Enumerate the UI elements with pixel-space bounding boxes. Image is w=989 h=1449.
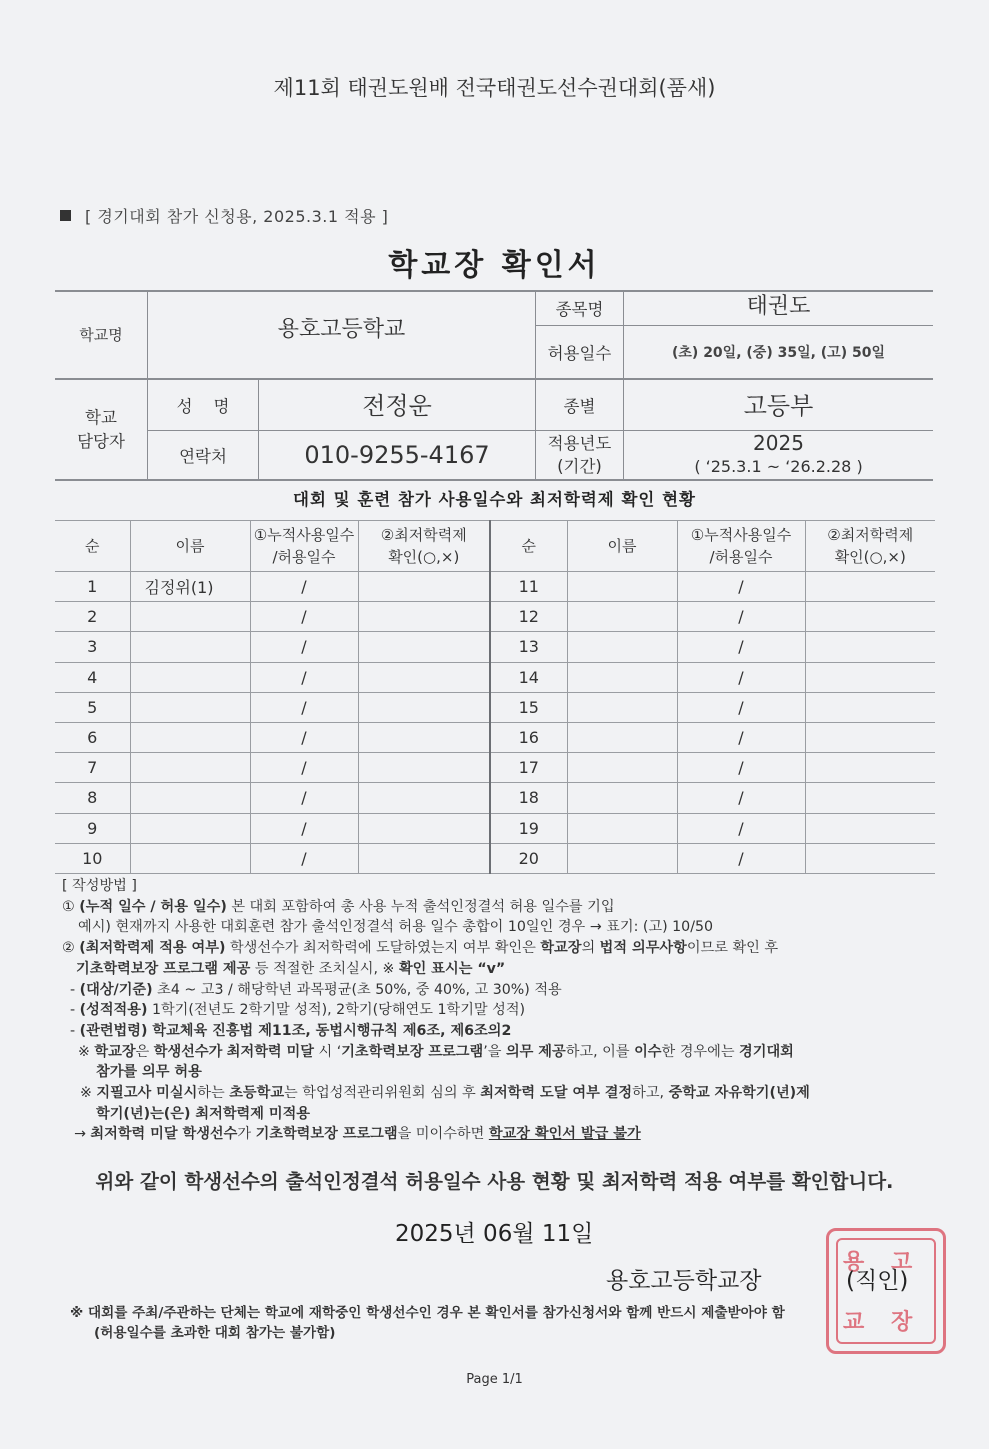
- col-no-right: 순: [490, 521, 567, 572]
- table-row: [55, 602, 935, 632]
- event-value: 태권도: [746, 293, 811, 319]
- method-detail-law: - (관련법령) 학교체육 진흥법 제11조, 동법시행규칙 제6조, 제6조의2: [70, 1022, 512, 1039]
- row-check-right: [805, 753, 935, 783]
- contact-label: 연락처: [179, 447, 227, 466]
- year-label-line2: (기간): [557, 457, 602, 476]
- category-value: 고등부: [743, 391, 814, 420]
- row-days: /: [250, 662, 358, 692]
- row-days-right: /: [677, 753, 805, 783]
- row-no-right: 11: [490, 572, 567, 602]
- document-title: 학교장 확인서: [388, 248, 601, 283]
- row-days-right: /: [677, 843, 805, 873]
- issue-date: 2025년 06월 11일: [395, 1221, 594, 1247]
- row-days: /: [250, 692, 358, 722]
- col-check-right: [805, 521, 935, 572]
- row-check: [358, 572, 490, 602]
- row-days: /: [250, 783, 358, 813]
- row-no: 1: [55, 572, 130, 602]
- row-no: 4: [55, 662, 130, 692]
- row-days-right: /: [677, 662, 805, 692]
- year-label-line1: 적용년도: [547, 434, 612, 453]
- row-days-right: /: [677, 783, 805, 813]
- row-name: [130, 722, 250, 752]
- contact-value: 010-9255-4167: [304, 441, 490, 469]
- grid-title: 대회 및 훈련 참가 사용일수와 최저학력제 확인 현황: [293, 490, 696, 509]
- method-note-2: ※ 지필고사 미실시하는 초등학교는 학업성적관리위원회 심의 후 최저학력 도달 여부 결정하고, 중학교 자유학기(년)제: [80, 1085, 810, 1102]
- row-no-right: 15: [490, 692, 567, 722]
- table-row: [55, 722, 935, 752]
- method-item-1-example: 예시) 현재까지 사용한 대회훈련 참가 출석인정결석 허용 일수 총합이 10일인 경우 → 표기: (고) 10/50: [78, 919, 714, 936]
- row-no-right: 13: [490, 632, 567, 662]
- row-name: 김정위(1): [130, 572, 250, 602]
- method-note-2-line2: 학기(년)는(은) 최저학력제 미적용: [96, 1105, 310, 1122]
- row-days-right: /: [677, 813, 805, 843]
- row-no: 2: [55, 602, 130, 632]
- row-no-right: 12: [490, 602, 567, 632]
- col-days: [250, 521, 358, 572]
- table-row: [55, 662, 935, 692]
- manager-label: [55, 380, 147, 480]
- row-days-right: /: [677, 692, 805, 722]
- seal-label: (직인): [846, 1268, 909, 1294]
- col-days-line2: /허용일수: [272, 548, 336, 566]
- name-value: 전정운: [362, 391, 432, 420]
- row-no-right: 20: [490, 843, 567, 873]
- row-check-right: [805, 572, 935, 602]
- row-name: [130, 662, 250, 692]
- table-row: [55, 692, 935, 722]
- row-days-right: /: [677, 632, 805, 662]
- row-name-right: [567, 602, 677, 632]
- row-no-right: 16: [490, 722, 567, 752]
- square-bullet-icon: [60, 210, 71, 221]
- row-days: /: [250, 722, 358, 752]
- row-days-right: /: [677, 602, 805, 632]
- row-name-right: [567, 692, 677, 722]
- participation-table: [55, 520, 935, 874]
- school-value: 용호고등학교: [277, 316, 406, 342]
- row-no-right: 17: [490, 753, 567, 783]
- row-days: /: [250, 602, 358, 632]
- row-name-right: [567, 722, 677, 752]
- manager-label-line1: 학교: [85, 408, 117, 427]
- row-check-right: [805, 813, 935, 843]
- table-row: [55, 783, 935, 813]
- method-item-2-line2: 기초학력보장 프로그램 제공 등 적절한 조치실시, ※ 확인 표시는 “v”: [76, 960, 506, 977]
- row-name: [130, 783, 250, 813]
- col-name-right: 이름: [567, 521, 677, 572]
- year-label: [536, 431, 623, 479]
- row-name-right: [567, 843, 677, 873]
- row-days: /: [250, 632, 358, 662]
- row-name-right: [567, 813, 677, 843]
- row-check: [358, 692, 490, 722]
- row-check-right: [805, 722, 935, 752]
- method-detail-grades: - (성적적용) 1학기(전년도 2학기말 성적), 2학기(당해연도 1학기말 성적): [70, 1002, 526, 1019]
- row-days: /: [250, 753, 358, 783]
- row-check-right: [805, 692, 935, 722]
- col-days-right-line2: /허용일수: [709, 548, 773, 566]
- row-check: [358, 632, 490, 662]
- writing-method: [62, 876, 810, 1145]
- row-check: [358, 843, 490, 873]
- row-name-right: [567, 662, 677, 692]
- footnote: [70, 1303, 785, 1343]
- row-name-right: [567, 632, 677, 662]
- row-days-right: /: [677, 572, 805, 602]
- row-check-right: [805, 843, 935, 873]
- name-label: 성 명: [176, 397, 230, 416]
- method-item-1: ① (누적 일수 / 허용 일수) 본 대회 포함하여 총 사용 누적 출석인정결석 허용 일수를 기입: [62, 898, 615, 915]
- principal-name: 용호고등학교장: [606, 1268, 762, 1294]
- period-value: ( ‘25.3.1 ~ ‘26.2.28 ): [694, 457, 863, 476]
- confirm-sentence: 위와 같이 학생선수의 출석인정결석 허용일수 사용 현황 및 최저학력 적용 여부를 확인합니다.: [95, 1170, 894, 1193]
- notice-text: [ 경기대회 참가 신청용, 2025.3.1 적용 ]: [85, 207, 389, 226]
- col-check: [358, 521, 490, 572]
- school-seal-stamp: 용 고 교 장: [826, 1228, 946, 1354]
- col-check-right-line1: ②최저학력제: [827, 526, 914, 544]
- row-name-right: [567, 572, 677, 602]
- col-days-right-line1: ①누적사용일수: [690, 526, 792, 544]
- col-name: 이름: [130, 521, 250, 572]
- row-no: 6: [55, 722, 130, 752]
- row-name: [130, 692, 250, 722]
- row-no: 8: [55, 783, 130, 813]
- row-name-right: [567, 783, 677, 813]
- page-number: Page 1/1: [466, 1372, 523, 1387]
- method-item-2: ② (최저학력제 적용 여부) 학생선수가 최저학력에 도달하였는지 여부 확인은 학교장의 법적 의무사항이므로 확인 후: [62, 940, 779, 957]
- col-check-right-line2: 확인(○,×): [834, 548, 906, 566]
- row-check: [358, 783, 490, 813]
- allowed-days-label: 허용일수: [547, 344, 612, 363]
- info-block: [55, 290, 933, 480]
- notice-line: [60, 204, 388, 227]
- row-name-right: [567, 753, 677, 783]
- method-heading: [ 작성방법 ]: [62, 878, 137, 894]
- category-label: 종별: [563, 397, 596, 416]
- row-no: 5: [55, 692, 130, 722]
- row-check: [358, 662, 490, 692]
- row-days: /: [250, 813, 358, 843]
- table-row: [55, 813, 935, 843]
- method-detail-target: - (대상/기준) 초4 ~ 고3 / 해당학년 과목평균(초 50%, 중 40%, 고 30%) 적용: [70, 981, 562, 998]
- row-no: 3: [55, 632, 130, 662]
- row-check-right: [805, 602, 935, 632]
- row-days: /: [250, 843, 358, 873]
- col-check-line1: ②최저학력제: [380, 526, 467, 544]
- year-value: 2025: [753, 431, 804, 455]
- row-check: [358, 813, 490, 843]
- row-no-right: 19: [490, 813, 567, 843]
- row-no: 7: [55, 753, 130, 783]
- method-note-1-line2: 참가를 의무 허용: [96, 1064, 202, 1081]
- table-row: [55, 843, 935, 873]
- table-row: [55, 632, 935, 662]
- table-row: [55, 572, 935, 602]
- row-check-right: [805, 632, 935, 662]
- event-title: 제11회 태권도원배 전국태권도선수권대회(품새): [273, 76, 716, 100]
- row-check: [358, 602, 490, 632]
- col-no: 순: [55, 521, 130, 572]
- row-no: 9: [55, 813, 130, 843]
- row-name: [130, 602, 250, 632]
- event-label: 종목명: [555, 299, 604, 319]
- row-check-right: [805, 662, 935, 692]
- footnote-line1: ※ 대회를 주최/주관하는 단체는 학교에 재학중인 학생선수인 경우 본 확인서를 참가신청서와 함께 반드시 제출받아야 함: [70, 1305, 785, 1321]
- col-check-line2: 확인(○,×): [388, 548, 460, 566]
- school-label: 학교명: [79, 325, 123, 344]
- col-days-line1: ①누적사용일수: [253, 526, 355, 544]
- year-value-cell: [624, 431, 933, 479]
- row-name: [130, 753, 250, 783]
- table-row: [55, 753, 935, 783]
- footnote-line2: (허용일수를 초과한 대회 참가는 불가함): [94, 1325, 336, 1341]
- row-no-right: 18: [490, 783, 567, 813]
- row-name: [130, 813, 250, 843]
- row-check: [358, 722, 490, 752]
- col-days-right: [677, 521, 805, 572]
- row-check: [358, 753, 490, 783]
- method-note-1: ※ 학교장은 학생선수가 최저학력 미달 시 ‘기초학력보장 프로그램’을 의무 제공하고, 이를 이수한 경우에는 경기대회: [78, 1043, 794, 1060]
- row-no-right: 14: [490, 662, 567, 692]
- row-check-right: [805, 783, 935, 813]
- row-days-right: /: [677, 722, 805, 752]
- manager-label-line2: 담당자: [77, 432, 125, 451]
- row-no: 10: [55, 843, 130, 873]
- method-note-3: → 최저학력 미달 학생선수가 기초학력보장 프로그램을 미이수하면 학교장 확인서 발급 불가: [74, 1126, 641, 1143]
- row-days: /: [250, 572, 358, 602]
- row-name: [130, 632, 250, 662]
- allowed-days-value: (초) 20일, (중) 35일, (고) 50일: [672, 345, 885, 361]
- row-name: [130, 843, 250, 873]
- table-header-row: [55, 521, 935, 572]
